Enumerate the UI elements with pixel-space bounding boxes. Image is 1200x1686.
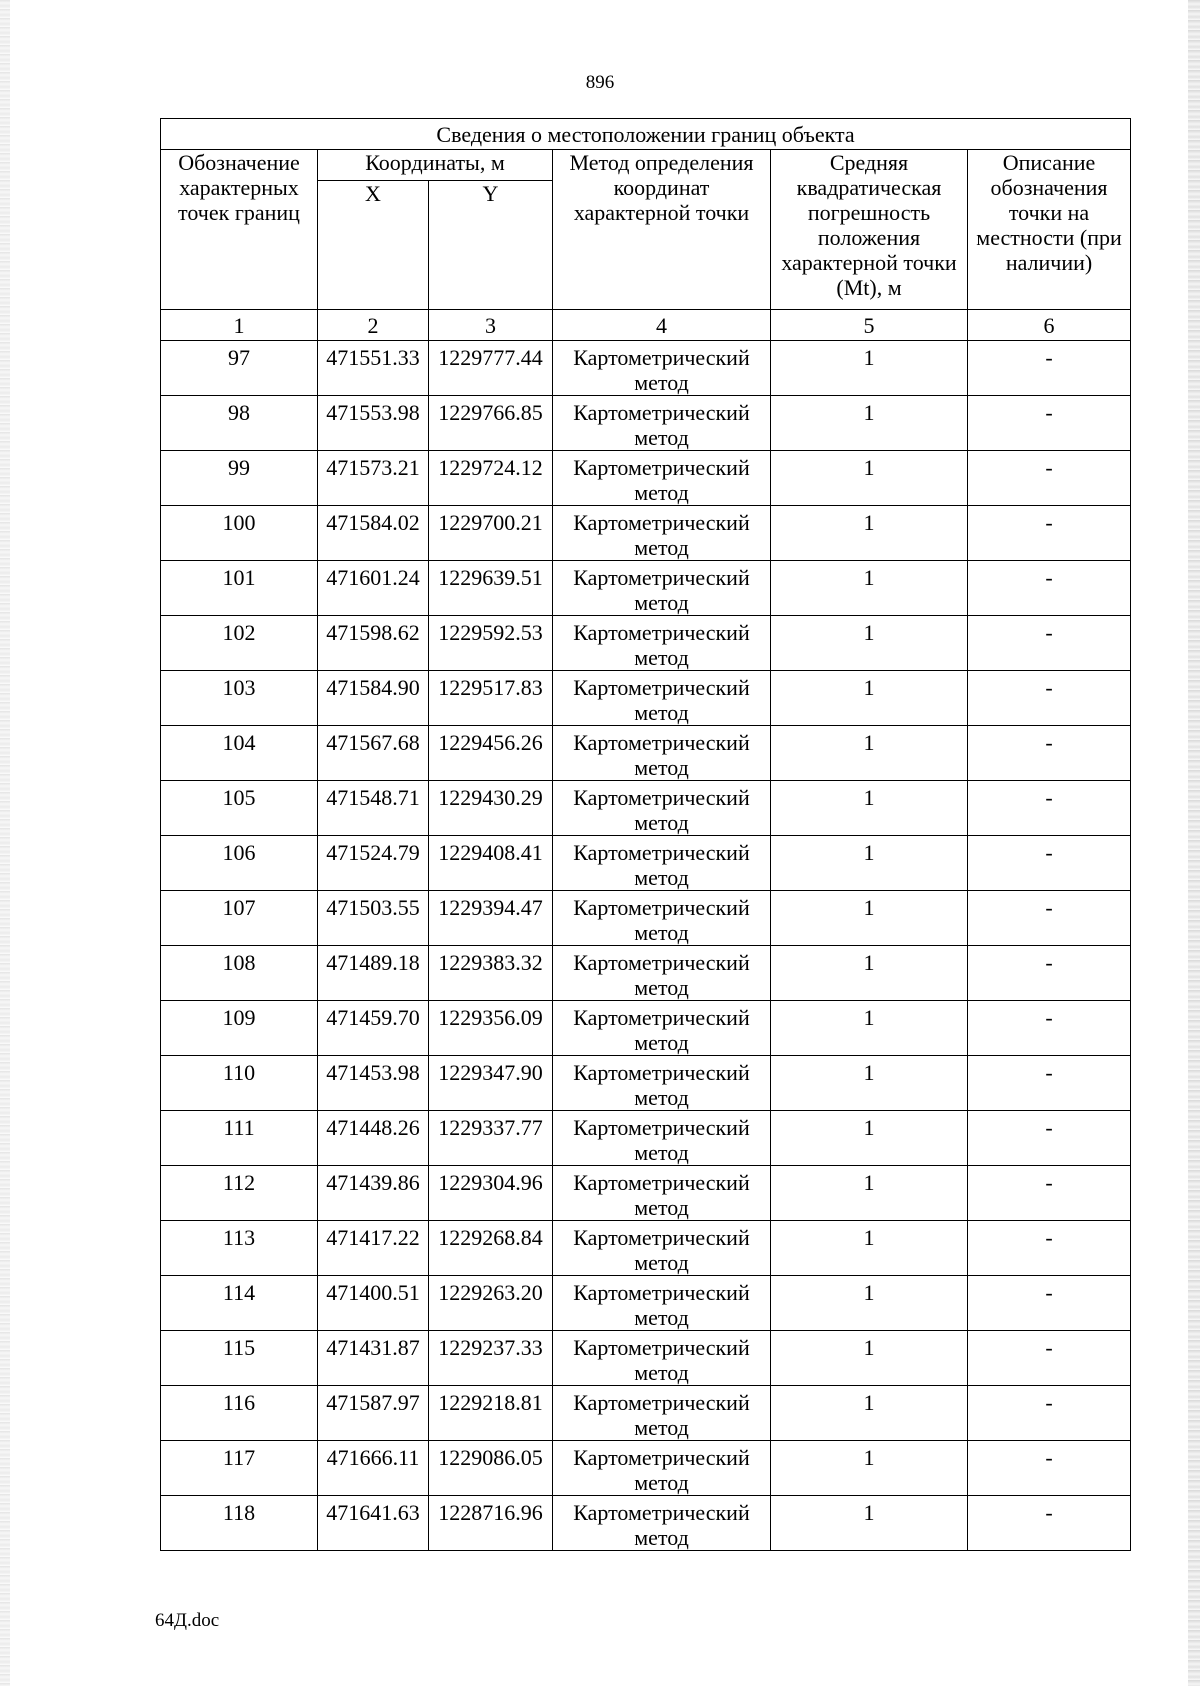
y-coordinate-cell: 1229766.85 (429, 396, 553, 451)
x-coordinate-cell: 471641.63 (318, 1496, 429, 1551)
method-cell: Картометрический метод (553, 781, 771, 836)
method-cell: Картометрический метод (553, 1001, 771, 1056)
boundary-coordinates-table (160, 118, 1131, 1551)
header-description: Описание обозначения точки на местности (при наличии) (968, 150, 1131, 310)
point-number-cell: 101 (161, 561, 318, 616)
y-coordinate-cell: 1229237.33 (429, 1331, 553, 1386)
method-cell: Картометрический метод (553, 451, 771, 506)
description-cell: - (968, 451, 1131, 506)
method-cell: Картометрический метод (553, 1276, 771, 1331)
accuracy-cell: 1 (771, 836, 968, 891)
y-coordinate-cell: 1229777.44 (429, 341, 553, 396)
method-cell: Картометрический метод (553, 506, 771, 561)
y-coordinate-cell: 1229337.77 (429, 1111, 553, 1166)
point-number-cell: 103 (161, 671, 318, 726)
y-coordinate-cell: 1229430.29 (429, 781, 553, 836)
description-cell: - (968, 1166, 1131, 1221)
x-coordinate-cell: 471567.68 (318, 726, 429, 781)
y-coordinate-cell: 1229263.20 (429, 1276, 553, 1331)
description-cell: - (968, 1056, 1131, 1111)
column-number-row (161, 310, 1131, 341)
point-number-cell: 113 (161, 1221, 318, 1276)
accuracy-cell: 1 (771, 1496, 968, 1551)
description-cell: - (968, 1001, 1131, 1056)
column-number: 5 (771, 310, 968, 341)
x-coordinate-cell: 471584.02 (318, 506, 429, 561)
method-cell: Картометрический метод (553, 616, 771, 671)
accuracy-cell: 1 (771, 726, 968, 781)
accuracy-cell: 1 (771, 396, 968, 451)
x-coordinate-cell: 471439.86 (318, 1166, 429, 1221)
table-row (161, 726, 1131, 781)
table-row (161, 1331, 1131, 1386)
y-coordinate-cell: 1229347.90 (429, 1056, 553, 1111)
y-coordinate-cell: 1229268.84 (429, 1221, 553, 1276)
method-cell: Картометрический метод (553, 396, 771, 451)
point-number-cell: 98 (161, 396, 318, 451)
x-coordinate-cell: 471417.22 (318, 1221, 429, 1276)
table-row (161, 946, 1131, 1001)
table-row (161, 341, 1131, 396)
x-coordinate-cell: 471548.71 (318, 781, 429, 836)
column-number: 2 (318, 310, 429, 341)
method-cell: Картометрический метод (553, 1441, 771, 1496)
point-number-cell: 106 (161, 836, 318, 891)
accuracy-cell: 1 (771, 1331, 968, 1386)
description-cell: - (968, 1386, 1131, 1441)
accuracy-cell: 1 (771, 1221, 968, 1276)
table-row (161, 1221, 1131, 1276)
y-coordinate-cell: 1228716.96 (429, 1496, 553, 1551)
x-coordinate-cell: 471489.18 (318, 946, 429, 1001)
y-coordinate-cell: 1229639.51 (429, 561, 553, 616)
x-coordinate-cell: 471431.87 (318, 1331, 429, 1386)
point-number-cell: 114 (161, 1276, 318, 1331)
table-row (161, 561, 1131, 616)
header-y: Y (429, 181, 553, 310)
x-coordinate-cell: 471584.90 (318, 671, 429, 726)
method-cell: Картометрический метод (553, 836, 771, 891)
point-number-cell: 102 (161, 616, 318, 671)
accuracy-cell: 1 (771, 506, 968, 561)
accuracy-cell: 1 (771, 781, 968, 836)
accuracy-cell: 1 (771, 341, 968, 396)
point-number-cell: 99 (161, 451, 318, 506)
y-coordinate-cell: 1229456.26 (429, 726, 553, 781)
column-number: 1 (161, 310, 318, 341)
accuracy-cell: 1 (771, 946, 968, 1001)
description-cell: - (968, 836, 1131, 891)
method-cell: Картометрический метод (553, 1056, 771, 1111)
table-body (161, 341, 1131, 1551)
table-row (161, 1111, 1131, 1166)
header-x: X (318, 181, 429, 310)
table-title: Сведения о местоположении границ объекта (161, 119, 1131, 150)
point-number-cell: 110 (161, 1056, 318, 1111)
x-coordinate-cell: 471551.33 (318, 341, 429, 396)
header-point-designation: Обозначение характерных точек границ (161, 150, 318, 310)
accuracy-cell: 1 (771, 1441, 968, 1496)
y-coordinate-cell: 1229218.81 (429, 1386, 553, 1441)
x-coordinate-cell: 471573.21 (318, 451, 429, 506)
accuracy-cell: 1 (771, 1111, 968, 1166)
accuracy-cell: 1 (771, 671, 968, 726)
point-number-cell: 109 (161, 1001, 318, 1056)
method-cell: Картометрический метод (553, 1111, 771, 1166)
description-cell: - (968, 561, 1131, 616)
x-coordinate-cell: 471400.51 (318, 1276, 429, 1331)
method-cell: Картометрический метод (553, 671, 771, 726)
method-cell: Картометрический метод (553, 1221, 771, 1276)
table-row (161, 451, 1131, 506)
method-cell: Картометрический метод (553, 341, 771, 396)
accuracy-cell: 1 (771, 1056, 968, 1111)
accuracy-cell: 1 (771, 561, 968, 616)
x-coordinate-cell: 471524.79 (318, 836, 429, 891)
y-coordinate-cell: 1229304.96 (429, 1166, 553, 1221)
table-row (161, 671, 1131, 726)
description-cell: - (968, 1496, 1131, 1551)
table-row (161, 1386, 1131, 1441)
scan-edge-left (0, 0, 10, 1686)
column-number: 3 (429, 310, 553, 341)
y-coordinate-cell: 1229383.32 (429, 946, 553, 1001)
table-row (161, 506, 1131, 561)
method-cell: Картометрический метод (553, 1386, 771, 1441)
point-number-cell: 118 (161, 1496, 318, 1551)
table-row (161, 616, 1131, 671)
x-coordinate-cell: 471553.98 (318, 396, 429, 451)
table-row (161, 1276, 1131, 1331)
description-cell: - (968, 946, 1131, 1001)
y-coordinate-cell: 1229724.12 (429, 451, 553, 506)
y-coordinate-cell: 1229356.09 (429, 1001, 553, 1056)
method-cell: Картометрический метод (553, 946, 771, 1001)
accuracy-cell: 1 (771, 616, 968, 671)
x-coordinate-cell: 471453.98 (318, 1056, 429, 1111)
method-cell: Картометрический метод (553, 1496, 771, 1551)
point-number-cell: 117 (161, 1441, 318, 1496)
table-row (161, 396, 1131, 451)
point-number-cell: 100 (161, 506, 318, 561)
x-coordinate-cell: 471459.70 (318, 1001, 429, 1056)
x-coordinate-cell: 471448.26 (318, 1111, 429, 1166)
page-number: 896 (585, 72, 615, 93)
description-cell: - (968, 726, 1131, 781)
description-cell: - (968, 1111, 1131, 1166)
y-coordinate-cell: 1229086.05 (429, 1441, 553, 1496)
table-row (161, 1001, 1131, 1056)
method-cell: Картометрический метод (553, 726, 771, 781)
scan-edge-right (1188, 0, 1200, 1686)
point-number-cell: 112 (161, 1166, 318, 1221)
table-row (161, 1056, 1131, 1111)
column-number: 4 (553, 310, 771, 341)
description-cell: - (968, 781, 1131, 836)
description-cell: - (968, 341, 1131, 396)
point-number-cell: 115 (161, 1331, 318, 1386)
point-number-cell: 108 (161, 946, 318, 1001)
accuracy-cell: 1 (771, 891, 968, 946)
description-cell: - (968, 671, 1131, 726)
footer-filename: 64Д.doc (155, 1610, 220, 1631)
table-row (161, 1166, 1131, 1221)
description-cell: - (968, 1331, 1131, 1386)
table-row (161, 836, 1131, 891)
y-coordinate-cell: 1229517.83 (429, 671, 553, 726)
header-coordinates: Координаты, м (318, 150, 553, 181)
point-number-cell: 107 (161, 891, 318, 946)
y-coordinate-cell: 1229700.21 (429, 506, 553, 561)
column-number: 6 (968, 310, 1131, 341)
x-coordinate-cell: 471503.55 (318, 891, 429, 946)
point-number-cell: 111 (161, 1111, 318, 1166)
description-cell: - (968, 506, 1131, 561)
x-coordinate-cell: 471666.11 (318, 1441, 429, 1496)
y-coordinate-cell: 1229592.53 (429, 616, 553, 671)
description-cell: - (968, 1221, 1131, 1276)
point-number-cell: 97 (161, 341, 318, 396)
x-coordinate-cell: 471587.97 (318, 1386, 429, 1441)
description-cell: - (968, 1276, 1131, 1331)
table-row (161, 891, 1131, 946)
accuracy-cell: 1 (771, 1386, 968, 1441)
method-cell: Картометрический метод (553, 891, 771, 946)
point-number-cell: 105 (161, 781, 318, 836)
method-cell: Картометрический метод (553, 1166, 771, 1221)
method-cell: Картометрический метод (553, 561, 771, 616)
description-cell: - (968, 891, 1131, 946)
accuracy-cell: 1 (771, 1166, 968, 1221)
table-row (161, 1496, 1131, 1551)
accuracy-cell: 1 (771, 1276, 968, 1331)
description-cell: - (968, 616, 1131, 671)
table-row (161, 781, 1131, 836)
table-row (161, 1441, 1131, 1496)
description-cell: - (968, 1441, 1131, 1496)
description-cell: - (968, 396, 1131, 451)
accuracy-cell: 1 (771, 451, 968, 506)
method-cell: Картометрический метод (553, 1331, 771, 1386)
y-coordinate-cell: 1229408.41 (429, 836, 553, 891)
header-accuracy: Средняя квадратическая погрешность положения характерной точки (Mt), м (771, 150, 968, 310)
point-number-cell: 116 (161, 1386, 318, 1441)
x-coordinate-cell: 471598.62 (318, 616, 429, 671)
x-coordinate-cell: 471601.24 (318, 561, 429, 616)
accuracy-cell: 1 (771, 1001, 968, 1056)
header-method: Метод определения координат характерной точки (553, 150, 771, 310)
y-coordinate-cell: 1229394.47 (429, 891, 553, 946)
point-number-cell: 104 (161, 726, 318, 781)
